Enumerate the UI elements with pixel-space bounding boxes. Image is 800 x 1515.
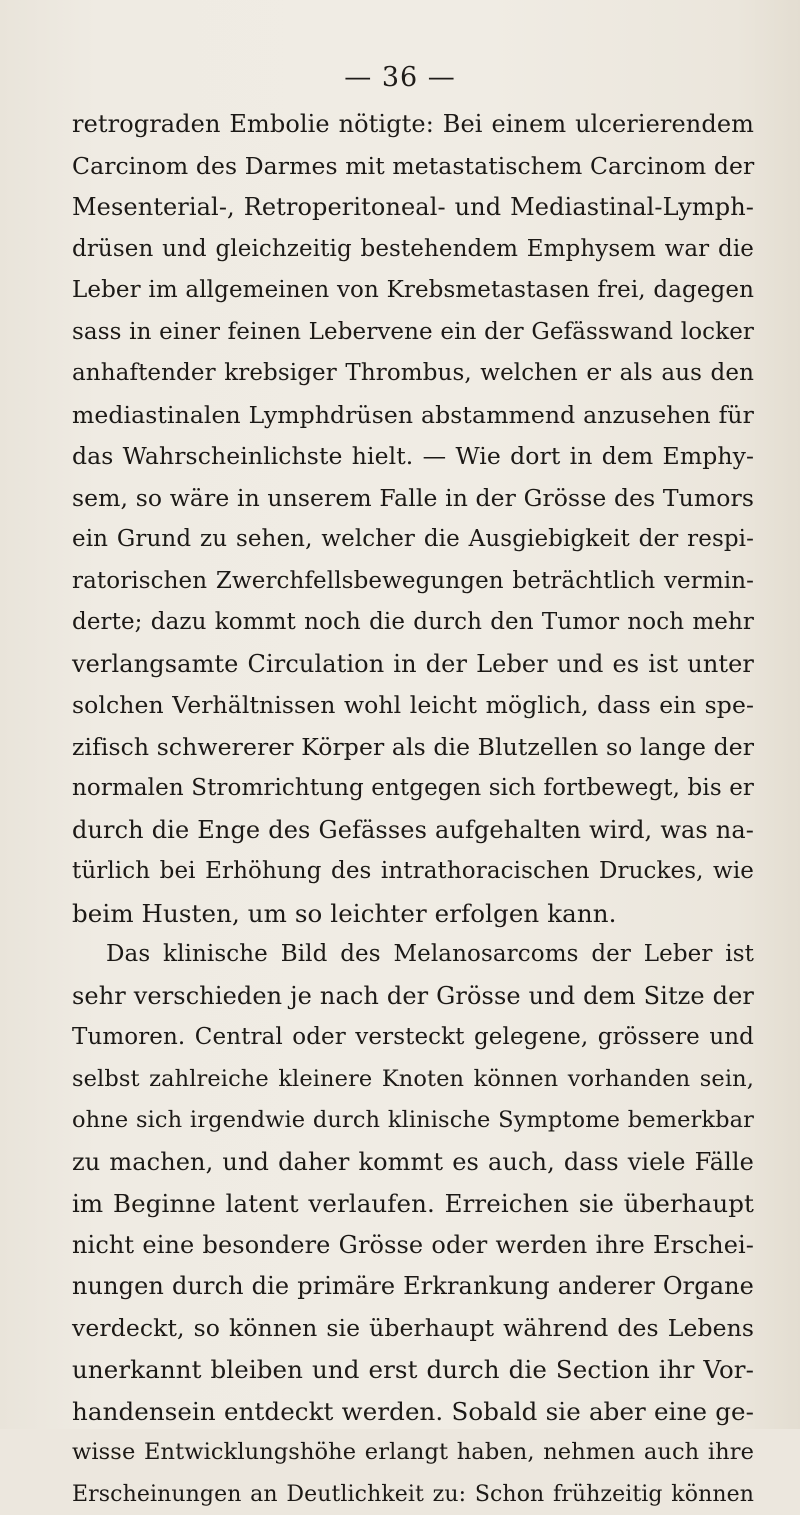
body-text	[72, 104, 754, 1515]
text-line: Mesenterial-, Retroperitoneal- und Mediastinal-Lymph-	[72, 187, 754, 229]
text-line: anhaftender krebsiger Thrombus, welchen er als aus den	[72, 353, 754, 395]
text-line: retrograden Embolie nötigte: Bei einem ulcerierendem	[72, 104, 754, 146]
text-line: selbst zahlreiche kleinere Knoten können vorhanden sein,	[72, 1059, 754, 1101]
text-line: ein Grund zu sehen, welcher die Ausgiebigkeit der respi-	[72, 519, 754, 561]
text-line: solchen Verhältnissen wohl leicht möglich, dass ein spe-	[72, 685, 754, 727]
text-line: ratorischen Zwerchfellsbewegungen beträchtlich vermin-	[72, 561, 754, 603]
text-line: sehr verschieden je nach der Grösse und dem Sitze der	[72, 976, 754, 1018]
text-line: das Wahrscheinlichste hielt. — Wie dort in dem Emphy-	[72, 436, 754, 478]
text-line: unerkannt bleiben und erst durch die Section ihr Vor-	[72, 1349, 754, 1391]
text-line: ohne sich irgendwie durch klinische Symptome bemerkbar	[72, 1100, 754, 1142]
text-line: Leber im allgemeinen von Krebsmetastasen frei, dagegen	[72, 270, 754, 312]
text-line: handensein entdeckt werden. Sobald sie aber eine ge-	[72, 1391, 754, 1433]
text-line: derte; dazu kommt noch die durch den Tumor noch mehr	[72, 602, 754, 644]
text-line: zifisch schwererer Körper als die Blutzellen so lange der	[72, 727, 754, 769]
text-line: türlich bei Erhöhung des intrathoracischen Druckes, wie	[72, 851, 754, 893]
text-line: mediastinalen Lymphdrüsen abstammend anzusehen für	[72, 395, 754, 437]
text-line: Carcinom des Darmes mit metastatischem Carcinom der	[72, 146, 754, 188]
text-line: drüsen und gleichzeitig bestehendem Emphysem war die	[72, 229, 754, 271]
page-number: — 36 —	[0, 62, 800, 93]
text-line: sem, so wäre in unserem Falle in der Grösse des Tumors	[72, 478, 754, 520]
text-line: durch die Enge des Gefässes aufgehalten wird, was na-	[72, 810, 754, 852]
paragraph-start-line: Das klinische Bild des Melanosarcoms der Leber ist	[72, 934, 754, 976]
text-line: verdeckt, so können sie überhaupt während des Lebens	[72, 1308, 754, 1350]
paragraph-end-line: beim Husten, um so leichter erfolgen kann.	[72, 893, 754, 935]
text-line: wisse Entwicklungshöhe erlangt haben, nehmen auch ihre	[72, 1432, 754, 1474]
text-line: Tumoren. Central oder versteckt gelegene, grössere und	[72, 1017, 754, 1059]
text-line: sass in einer feinen Lebervene ein der Gefässwand locker	[72, 312, 754, 354]
text-line: nicht eine besondere Grösse oder werden ihre Erschei-	[72, 1225, 754, 1267]
text-line: zu machen, und daher kommt es auch, dass viele Fälle	[72, 1142, 754, 1184]
text-line: normalen Stromrichtung entgegen sich fortbewegt, bis er	[72, 768, 754, 810]
text-line: Erscheinungen an Deutlichkeit zu: Schon frühzeitig können	[72, 1474, 754, 1515]
text-line: im Beginne latent verlaufen. Erreichen sie überhaupt	[72, 1183, 754, 1225]
text-line: nungen durch die primäre Erkrankung anderer Organe	[72, 1266, 754, 1308]
text-line: verlangsamte Circulation in der Leber und es ist unter	[72, 644, 754, 686]
